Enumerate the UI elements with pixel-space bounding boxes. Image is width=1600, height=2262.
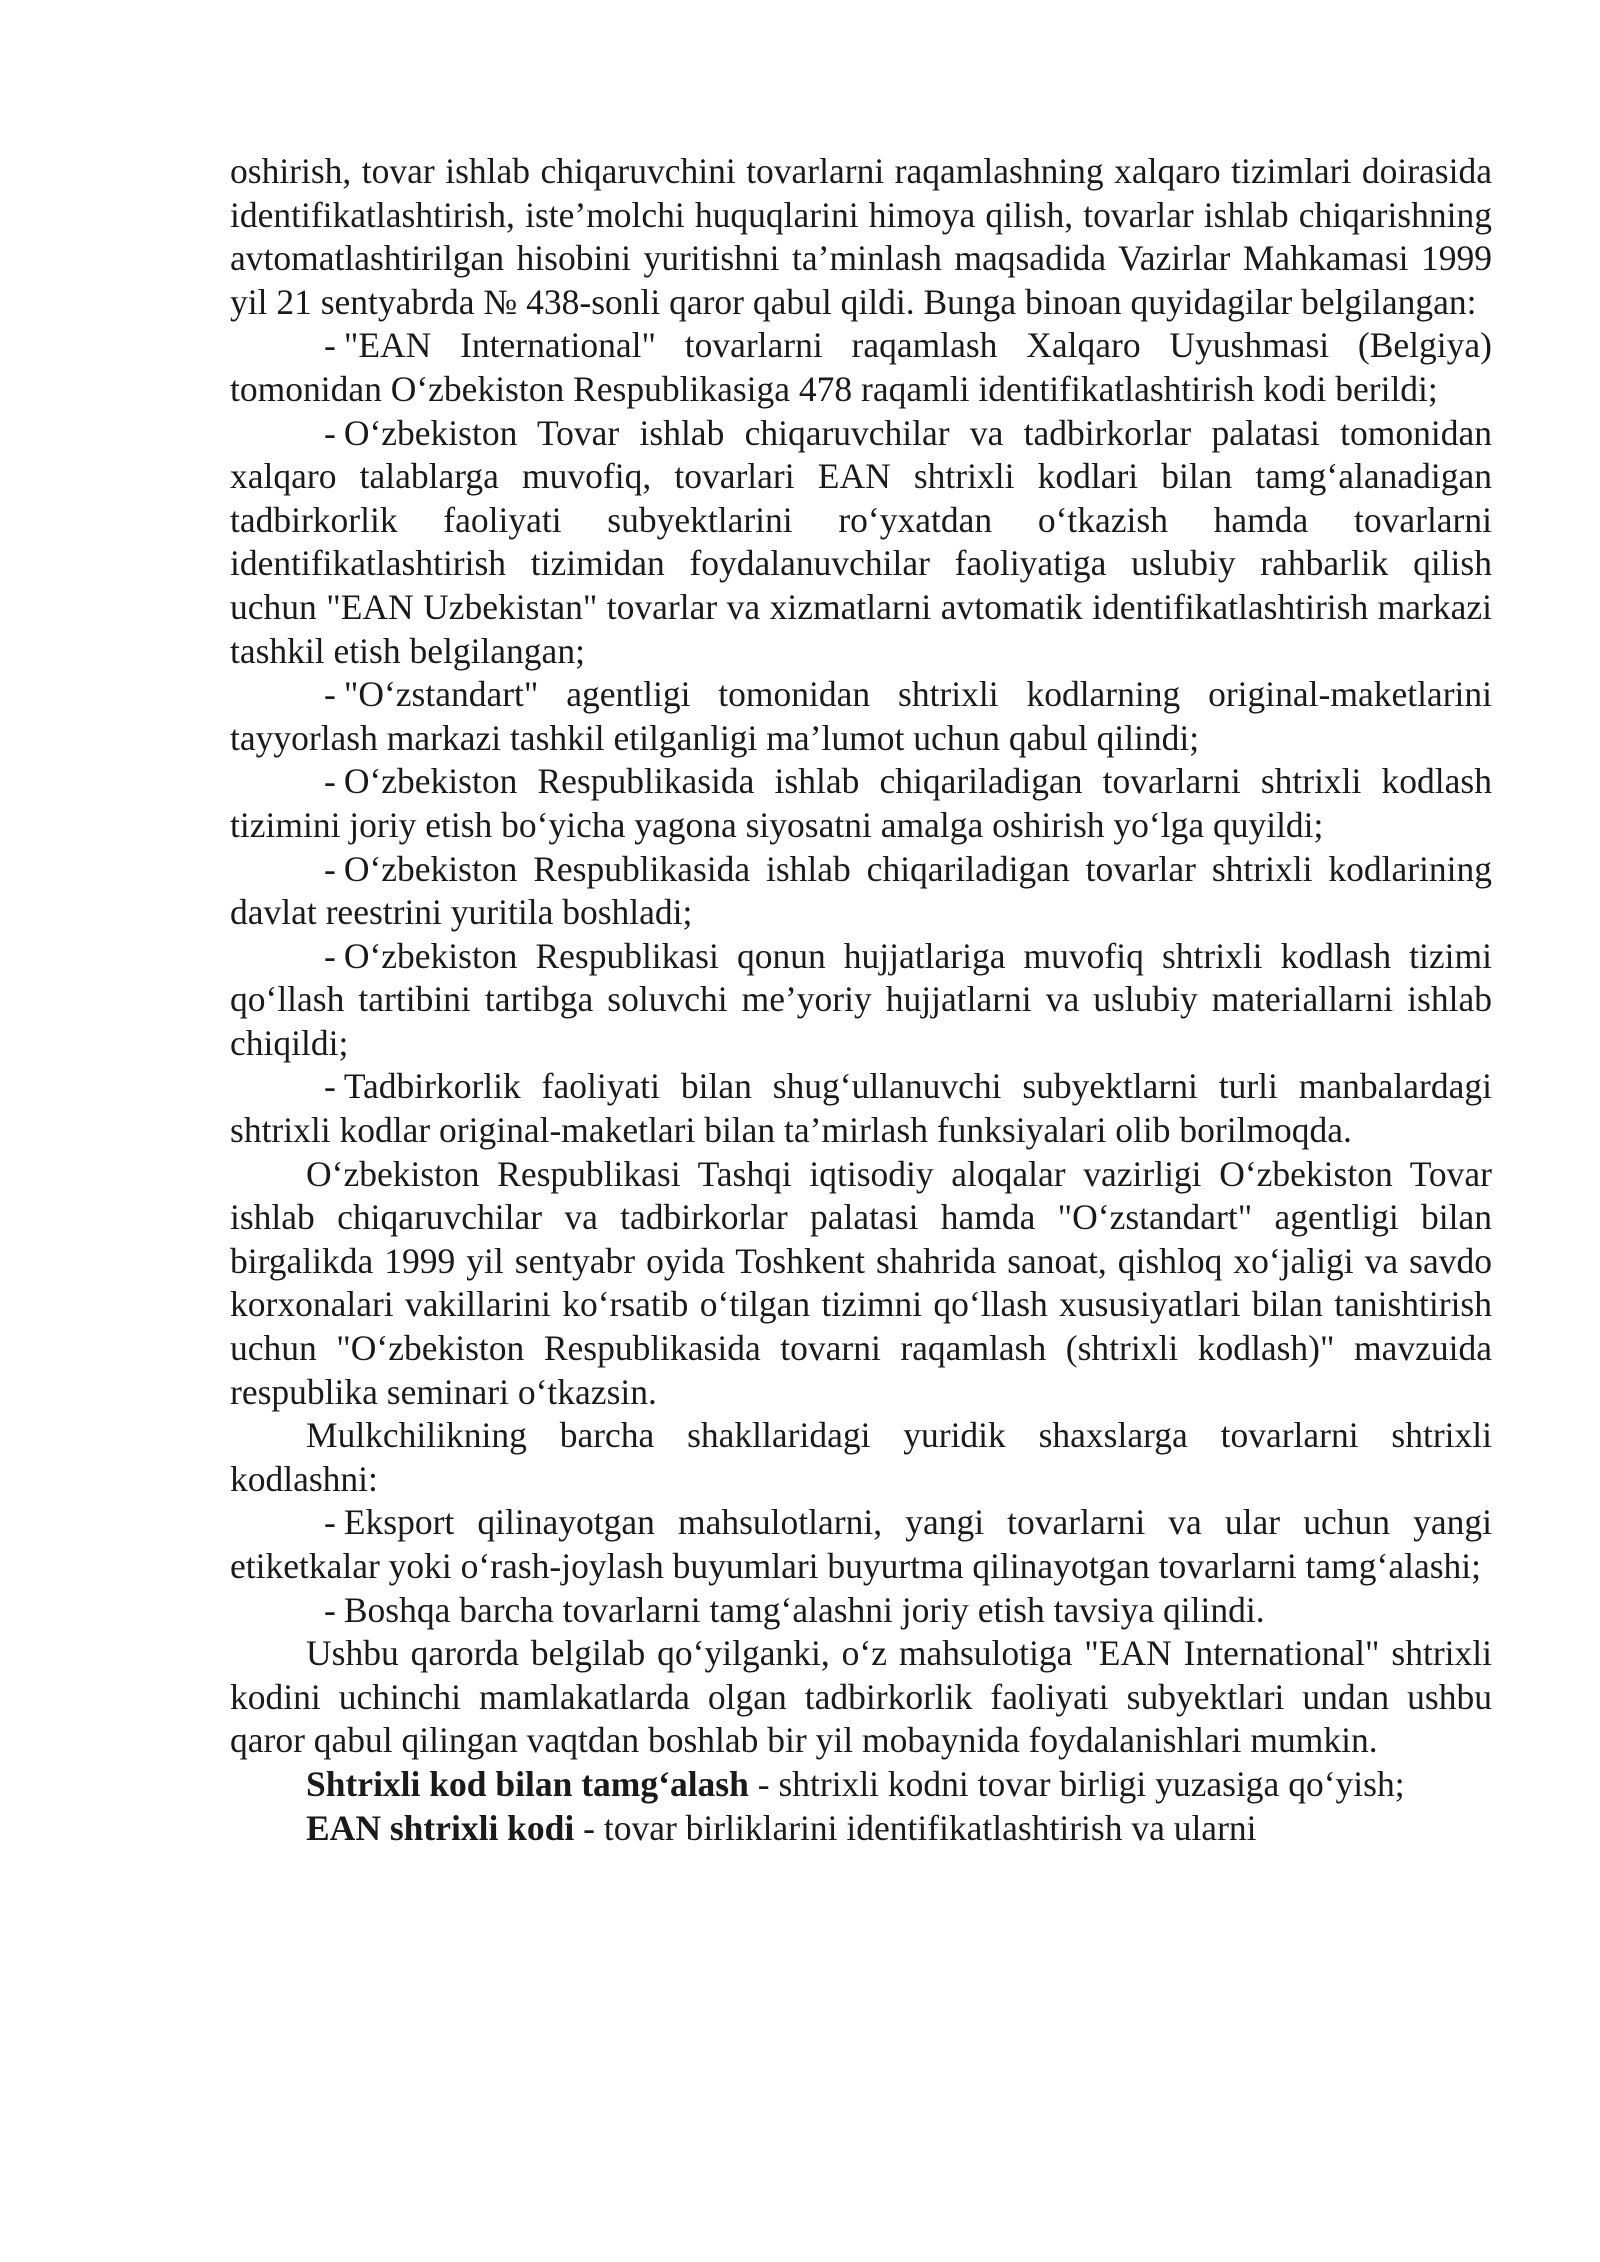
definition-paragraph	[230, 1807, 1492, 1851]
decree-item	[230, 324, 1492, 411]
bullet-dash: -	[324, 674, 336, 715]
bullet-dash: -	[324, 1066, 336, 1107]
decree-item-text: O‘zbekiston Respublikasida ishlab chiqariladigan tovarlar shtrixli kodlarining davlat reestrini yuritila boshladi;	[230, 848, 1492, 933]
decree-item-text: O‘zbekiston Tovar ishlab chiqaruvchilar va tadbirkorlar palatasi tomonidan xalqaro talablarga muvofiq, tovarlari EAN shtrixli kodlari bilan tamg‘alanadigan tadbirkorlik faoliyati subyektlarini ro‘yxatdan o‘tkazish hamda tovarlarni identifikatlashtirish tizimidan foydalanuvchilar faoliyatiga uslubiy rahbarlik qilish uchun "EAN Uzbekistan" tovarlar va xizmatlarni avtomatik identifikatlashtirish markazi tashkil etish belgilangan;	[230, 412, 1492, 671]
bullet-dash: -	[324, 761, 336, 802]
recommendation-item-text: Boshqa barcha tovarlarni tamg‘alashni joriy etish tavsiya qilindi.	[343, 1589, 1265, 1630]
decree-item	[230, 935, 1492, 1066]
decree-item-text: O‘zbekiston Respublikasi qonun hujjatlariga muvofiq shtrixli kodlash tizimi qo‘llash tartibini tartibga soluvchi me’yoriy hujjatlarni va uslubiy materiallarni ishlab chiqildi;	[230, 935, 1492, 1063]
definition-term: Shtrixli kod bilan tamg‘alash	[306, 1763, 749, 1804]
decree-item	[230, 412, 1492, 674]
decree-item-text: "O‘zstandart" agentligi tomonidan shtrixli kodlarning original-maketlarini tayyorlash markazi tashkil etilganligi ma’lumot uchun qabul qilindi;	[230, 674, 1492, 758]
decree-item-text: Tadbirkorlik faoliyati bilan shug‘ullanuvchi subyektlarni turli manbalardagi shtrixli kodlar original-maketlari bilan ta’mirlash funksiyalari olib borilmoqda.	[230, 1066, 1492, 1151]
bullet-dash: -	[324, 1502, 336, 1543]
recommendation-paragraph: Mulkchilikning barcha shakllaridagi yuridik shaxslarga tovarlarni shtrixli kodlashni:	[230, 1415, 1492, 1499]
decree-item-text: "EAN International" tovarlarni raqamlash Xalqaro Uyushmasi (Belgiya) tomonidan O‘zbekiston Respublikasiga 478 raqamli identifikatlashtirish kodi berildi;	[230, 325, 1492, 409]
bullet-dash: -	[324, 848, 336, 889]
recommendation-item	[230, 1589, 1492, 1633]
decree-item-text: O‘zbekiston Respublikasida ishlab chiqariladigan tovarlarni shtrixli kodlash tizimini joriy etish bo‘yicha yagona siyosatni amalga oshirish yo‘lga quyildi;	[230, 761, 1492, 845]
decree-item	[230, 848, 1492, 935]
definition-separator: -	[574, 1807, 604, 1848]
seminar-paragraph: O‘zbekiston Respublikasi Tashqi iqtisodiy aloqalar vazirligi O‘zbekiston Tovar ishlab chiqaruvchilar va tadbirkorlar palatasi hamda "O‘zstandart" agentligi bilan birgalikda 1999 yil sentyabr oyida Toshkent shahrida sanoat, qishloq xo‘jaligi va savdo korxonalari vakillarini ko‘rsatib o‘tilgan tizimni qo‘llash xususiyatlari bilan tanishtirish uchun "O‘zbekiston Respublikasida tovarni raqamlash (shtrixli kodlash)" mavzuida respublika seminari o‘tkazsin.	[230, 1153, 1492, 1412]
usage-paragraph: Ushbu qarorda belgilab qo‘yilganki, o‘z mahsulotiga "EAN International" shtrixli kodini uchinchi mamlakatlarda olgan tadbirkorlik faoliyati subyektlari undan ushbu qaror qabul qilingan vaqtdan boshlab bir yil mobaynida foydalanishlari mumkin.	[230, 1633, 1492, 1761]
decree-item	[230, 1065, 1492, 1152]
definition-text: tovar birliklarini identifikatlashtirish va ularni	[603, 1807, 1257, 1848]
definition-paragraph	[230, 1763, 1492, 1807]
definition-separator: -	[748, 1763, 779, 1804]
definition-text: shtrixli kodni tovar birligi yuzasiga qo‘yish;	[778, 1763, 1405, 1804]
recommendation-item	[230, 1501, 1492, 1588]
decree-item	[230, 673, 1492, 760]
bullet-dash: -	[324, 325, 336, 366]
definition-term: EAN shtrixli kodi	[306, 1807, 575, 1848]
recommendation-item-text: Eksport qilinayotgan mahsulotlarni, yangi tovarlarni va ular uchun yangi etiketkalar yoki o‘rash-joylash buyumlari buyurtma qilinayotgan tovarlarni tamg‘alashi;	[230, 1502, 1492, 1586]
bullet-dash: -	[324, 412, 336, 453]
document-page	[230, 150, 1492, 1850]
intro-paragraph: oshirish, tovar ishlab chiqaruvchini tovarlarni raqamlashning xalqaro tizimlari doirasida identifikatlashtirish, iste’molchi huquqlarini himoya qilish, tovarlar ishlab chiqarishning avtomatlashtirilgan hisobini yuritishni ta’minlash maqsadida Vazirlar Mahkamasi 1999 yil 21 sentyabrda № 438-sonli qaror qabul qildi. Bunga binoan quyidagilar belgilangan:	[230, 151, 1492, 322]
decree-item	[230, 760, 1492, 847]
bullet-dash: -	[324, 935, 336, 976]
bullet-dash: -	[324, 1589, 336, 1630]
